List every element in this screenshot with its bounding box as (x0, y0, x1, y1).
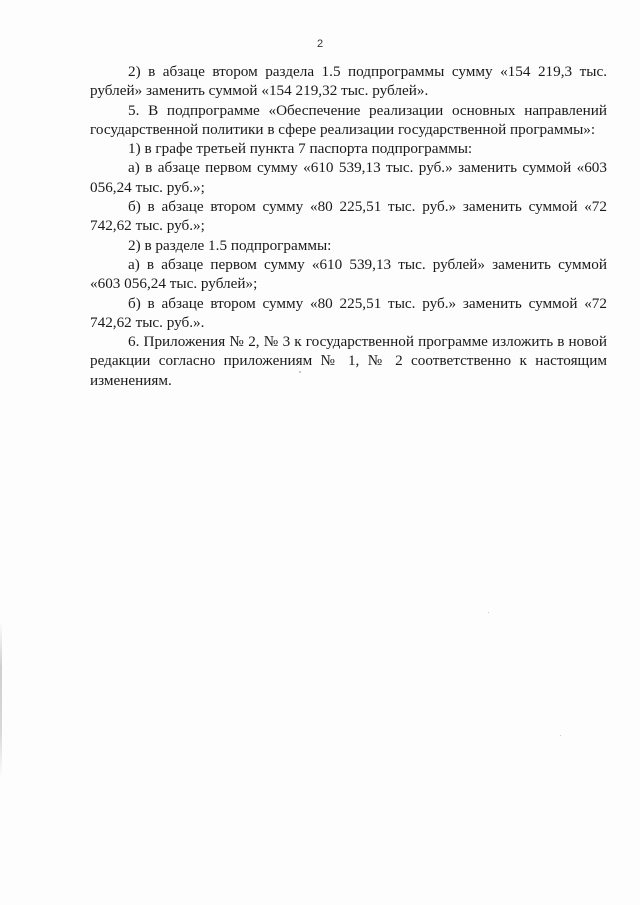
paragraph-passport-column: 1) в графе третьей пункта 7 паспорта подпрограммы: (128, 140, 473, 158)
scan-speck (560, 735, 561, 736)
paragraph-item-5-heading: 5. В подпрограмме «Обеспечение реализации основных направлений государственной политики в сфере реализации государственной программы»: (90, 101, 607, 138)
paragraph-passport-second-abzac: б) в абзаце втором сумму «80 225,51 тыс. руб.» заменить суммой «72 742,62 тыс. руб.»; (90, 198, 607, 235)
scan-speck (299, 371, 301, 373)
paragraph-section-second-abzac: б) в абзаце втором сумму «80 225,51 тыс. руб.» заменить суммой «72 742,62 тыс. руб.». (90, 294, 607, 331)
paragraph-section-first-abzac: а) в абзаце первом сумму «610 539,13 тыс. рублей» заменить суммой «603 056,24 тыс. рублей»; (90, 255, 607, 293)
document-body (90, 62, 607, 390)
paragraph-subsection-2-amount: 2) в абзаце втором раздела 1.5 подпрограммы сумму «154 219,3 тыс. рублей» заменить суммой «154 219,32 тыс. рублей». (90, 63, 607, 100)
scan-speck (488, 612, 489, 613)
paragraph-section-1-5: 2) в разделе 1.5 подпрограммы: (128, 236, 332, 254)
paragraph-item-6-appendices: 6. Приложения № 2, № 3 к государственной программе изложить в новой редакции согласно приложениям № 1, № 2 соответственно к настоящим изменениям. (90, 333, 607, 389)
paragraph-passport-first-abzac: а) в абзаце первом сумму «610 539,13 тыс. руб.» заменить суммой «603 056,24 тыс. руб.»; (90, 159, 607, 196)
scan-edge-shadow (0, 620, 2, 780)
page-number: 2 (316, 38, 324, 50)
